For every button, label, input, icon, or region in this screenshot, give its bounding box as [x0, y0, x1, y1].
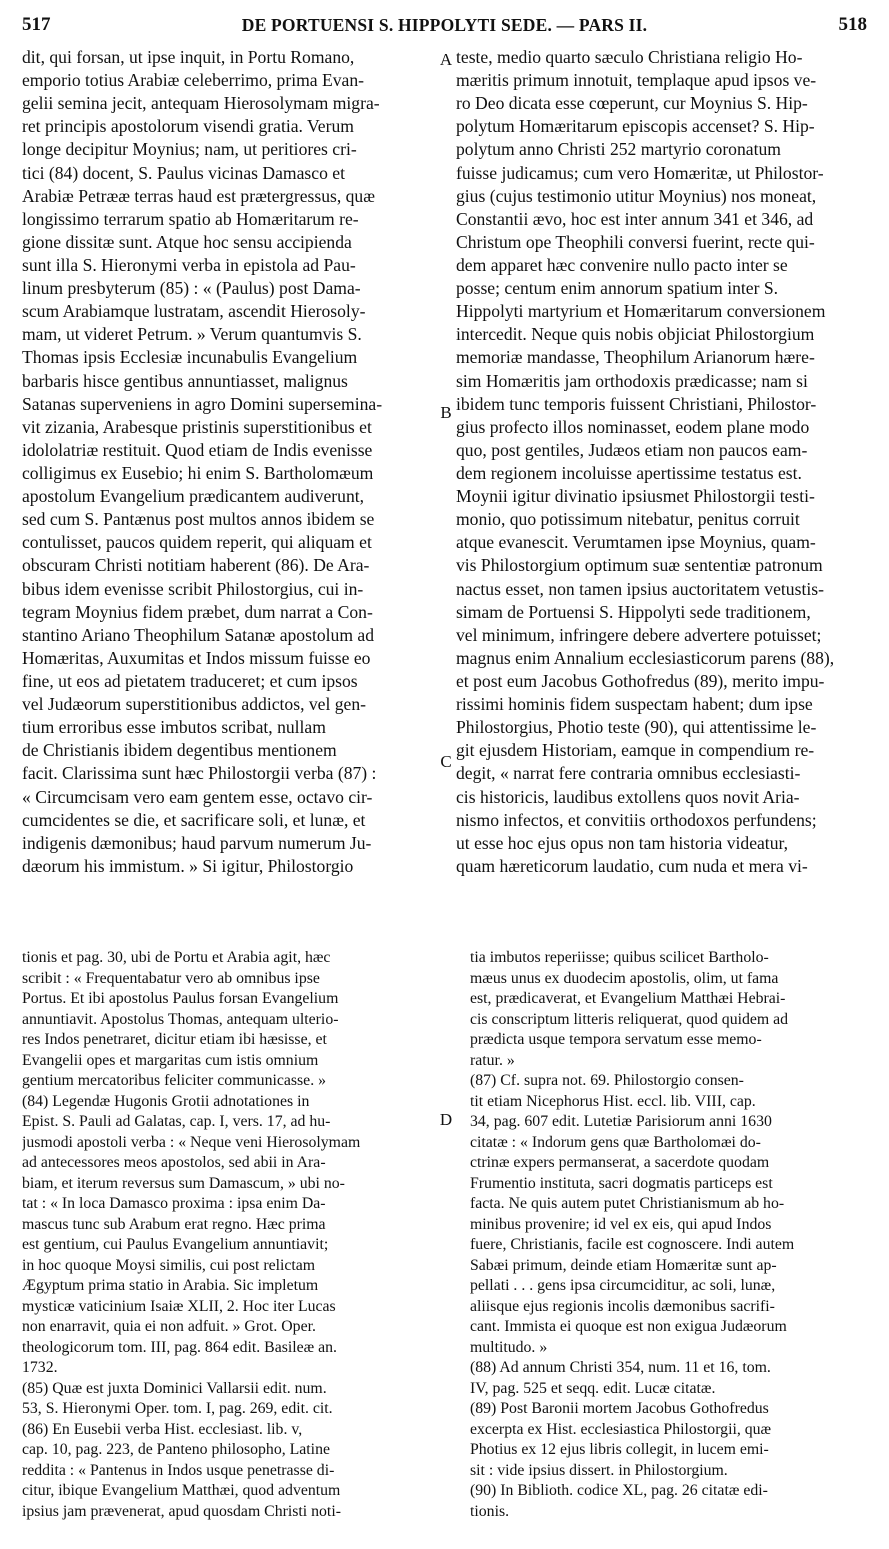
text-line: Christum ope Theophili conversi fuerint, recte qui- [456, 231, 815, 252]
margin-marker-c: C [440, 752, 452, 771]
text-line: linum presbyterum (85) : « (Paulus) post Dama- [22, 278, 361, 299]
text-line: dem regionem incoluisse apertissime testatus est. [456, 462, 802, 483]
text-line: magnus enim Annalium ecclesiasticorum parens (88), [456, 647, 835, 668]
footnote-line: scribit : « Frequentabatur vero ab omnibus ipse [22, 969, 320, 987]
footnote-line: mæus unus ex duodecim apostolis, olim, ut fama [470, 969, 779, 987]
text-line: gione dissitæ sunt. Atque hoc sensu accipienda [22, 231, 352, 252]
text-line: posse; centum enim annorum spatium inter S. [456, 278, 779, 299]
footnote-line: prædicta usque tempora servatum esse memo- [470, 1031, 762, 1049]
footnote-line: est, prædicaverat, et Evangelium Matthæi Hebrai- [470, 990, 786, 1008]
footnote-line: annuntiavit. Apostolus Thomas, antequam ulterio- [22, 1010, 339, 1028]
footnotes-left-column [22, 948, 434, 1522]
text-line: et post eum Jacobus Gothofredus (89), merito impu- [456, 670, 825, 691]
footnote-line: in hoc quoque Moysi similis, cui post relictam [22, 1256, 316, 1274]
text-line: vis Philostorgium optimum suæ sententiæ patronum [456, 555, 823, 576]
footnote-line: tionis. [470, 1502, 510, 1520]
text-line: Moynii igitur divinatio ipsiusmet Philostorgii testi- [456, 486, 815, 507]
text-line: degit, « narrat fere contraria omnibus ecclesiasti- [456, 763, 801, 784]
text-line: apostolum Evangelium prædicantem audiverunt, [22, 486, 365, 507]
footnote-line: (89) Post Baronii mortem Jacobus Gothofredus [470, 1400, 769, 1418]
text-line: emporio totius Arabiæ celeberrimo, prima Evan- [22, 70, 365, 91]
text-line: git ejusdem Historiam, eamque in compendium re- [456, 740, 815, 761]
text-line: stantino Ariano Theophilum Satanæ apostolum ad [22, 624, 375, 645]
text-line: longissimo terrarum spatio ab Homæritarum re- [22, 208, 359, 229]
text-line: scum Arabiamque lustratam, ascendit Hierosoly- [22, 301, 366, 322]
text-line: ibidem tunc temporis fuissent Christiani, Philostor- [456, 393, 817, 414]
footnote-line: facta. Ne quis autem putet Christianismum ab ho- [470, 1195, 785, 1213]
text-line: tegram Moynius fidem præbet, dum narrat a Con- [22, 601, 373, 622]
footnotes-right-column [470, 948, 868, 1522]
footnote-line: res Indos penetraret, dicitur etiam ibi hæsisse, et [22, 1031, 327, 1049]
footnote-line: (90) In Biblioth. codice XL, pag. 26 citatæ edi- [470, 1482, 768, 1500]
text-line: de Christianis ibidem degentibus mentionem [22, 740, 337, 761]
text-line: polytum anno Christi 252 martyrio coronatum [456, 139, 781, 160]
text-line: tium erroribus esse imbutos scribat, nullam [22, 717, 326, 738]
footnote-line: biam, et iterum reversus sum Damascum, » ubi no- [22, 1174, 345, 1192]
text-line: Philostorgius, Photio teste (90), qui attentissime le- [456, 717, 817, 738]
footnote-line: Sabæi primum, deinde etiam Homæritæ sunt ap- [470, 1256, 777, 1274]
text-line: mæritis primum innotuit, templaque apud ipsos ve- [456, 70, 817, 91]
text-line: monio, quo potissimum nitebatur, penitus corruit [456, 509, 800, 530]
text-line: teste, medio quarto sæculo Christiana religio Ho- [456, 47, 803, 67]
running-title: DE PORTUENSI S. HIPPOLYTI SEDE. — PARS II. [241, 15, 648, 35]
footnote-line: est gentium, cui Paulus Evangelium annuntiavit; [22, 1236, 329, 1254]
footnote-line: excerpta ex Hist. ecclesiastica Philostorgii, quæ [470, 1420, 772, 1438]
footnote-line: cant. Immista ei quoque est non exigua Judæorum [470, 1318, 787, 1336]
footnote-line: cap. 10, pag. 223, de Panteno philosopho, Latine [22, 1441, 330, 1459]
footnote-line: Photius ex 12 ejus libris collegit, in lucem emi- [470, 1441, 769, 1459]
text-line: bibus idem evenisse scribit Philostorgius, cui in- [22, 578, 364, 599]
page-number-right: 518 [838, 14, 867, 35]
footnote-line: (86) En Eusebii verba Hist. ecclesiast. lib. v, [22, 1420, 303, 1438]
text-line: vit zizania, Arabesque pristinis superstitionibus et [22, 416, 372, 437]
footnote-line: ctrinæ expers permanserat, a sacerdote quodam [470, 1154, 770, 1172]
footnote-line: tia imbutos reperiisse; quibus scilicet Bartholo- [470, 949, 769, 966]
text-line: dæorum his immistum. » Si igitur, Philostorgio [22, 855, 354, 876]
footnote-line: mascus tunc sub Arabum erat regno. Hæc prima [22, 1215, 326, 1233]
text-line: quam hæreticorum laudatio, cum nuda et mera vi- [456, 855, 808, 876]
text-line: nismo infectos, et convitiis orthodoxos perfundens; [456, 809, 817, 830]
text-line: sunt illa S. Hieronymi verba in epistola ad Pau- [22, 254, 356, 275]
text-line: rissimi hominis fidem suspectam habent; dum ipse [456, 694, 813, 715]
footnote-line: 53, S. Hieronymi Oper. tom. I, pag. 269, edit. cit. [22, 1400, 333, 1418]
text-line: colligimus ex Eusebio; hi enim S. Bartholomæum [22, 462, 374, 483]
footnote-line: (85) Quæ est juxta Dominici Vallarsii edit. num. [22, 1379, 327, 1397]
text-line: indigenis dæmonibus; haud parvum numerum Ju- [22, 832, 372, 853]
footnote-line: ipsius jam prævenerat, apud quosdam Christi noti- [22, 1502, 341, 1520]
text-line: Satanas superveniens in agro Domini supersemina- [22, 393, 383, 414]
margin-marker-d: D [439, 1110, 453, 1129]
text-line: Arabiæ Petrææ terras haud est prætergressus, quæ [22, 185, 375, 206]
text-line: gelii semina jecit, antequam Hierosolymam migra- [22, 93, 380, 114]
text-line: Hippolyti martyrium et Homæritarum conversionem [456, 301, 826, 322]
footnote-line: Epist. S. Pauli ad Galatas, cap. I, vers. 17, ad hu- [22, 1113, 331, 1131]
footnote-line: Evangelii opes et margaritas cum istis omnium [22, 1051, 319, 1069]
text-line: gius (cujus testimonio utitur Moynius) nos moneat, [456, 185, 817, 206]
footnote-line: (88) Ad annum Christi 354, num. 11 et 16, tom. [470, 1359, 771, 1377]
main-text-left-column [22, 46, 434, 878]
footnote-line: tionis et pag. 30, ubi de Portu et Arabia agit, hæc [22, 949, 331, 966]
running-header [22, 14, 867, 40]
text-line: dem apparet hæc convenire nullo pacto inter se [456, 254, 788, 275]
footnote-line: citatæ : « Indorum gens quæ Bartholomæi do- [470, 1133, 761, 1151]
footnote-line: pellati . . . gens ipsa circumciditur, ac soli, lunæ, [470, 1277, 776, 1295]
footnote-line: jusmodi apostoli verba : « Neque veni Hierosolymam [22, 1133, 361, 1151]
text-line: ut esse hoc ejus opus non tam historia videatur, [456, 832, 789, 853]
footnote-line: minibus provenire; id vel ex eis, qui apud Indos [470, 1215, 772, 1233]
footnote-line: IV, pag. 525 et seqq. edit. Lucæ citatæ. [470, 1379, 716, 1397]
text-line: atque evanescit. Verumtamen ipse Moynius, quam- [456, 532, 816, 553]
text-line: mam, ut videret Petrum. » Verum quantumvis S. [22, 324, 362, 345]
text-line: fuisse judicamus; cum vero Homæritæ, ut Philostor- [456, 162, 824, 183]
text-line: facit. Clarissima sunt hæc Philostorgii verba (87) : [22, 763, 377, 784]
text-line: contulisset, paucos quidem reperit, qui aliquam et [22, 532, 372, 553]
footnote-line: citur, ibique Evangelium Matthæi, quod adventum [22, 1482, 341, 1500]
text-line: simam de Portuensi S. Hippolyti sede traditionem, [456, 601, 811, 622]
text-line: gius profecto illos nominasset, eodem plane modo [456, 416, 810, 437]
footnote-line: Frumentio instituta, sacri dogmatis particeps est [470, 1174, 773, 1192]
text-line: Homæritas, Auxumitas et Indos missum fuisse eo [22, 647, 371, 668]
text-line: dit, qui forsan, ut ipse inquit, in Portu Romano, [22, 47, 355, 67]
text-line: barbaris hisce gentibus annuntiasset, malignus [22, 370, 348, 391]
footnote-line: 34, pag. 607 edit. Lutetiæ Parisiorum anni 1630 [470, 1113, 772, 1131]
footnote-line: (84) Legendæ Hugonis Grotii adnotationes in [22, 1092, 310, 1110]
footnote-line: Portus. Et ibi apostolus Paulus forsan Evangelium [22, 990, 339, 1008]
footnote-line: gentium mercatoribus feliciter communicasse. » [22, 1072, 326, 1090]
text-line: nactus esset, non tamen ipsius auctoritatem vetustis- [456, 578, 824, 599]
footnote-line: theologicorum tom. III, pag. 864 edit. Basileæ an. [22, 1338, 337, 1356]
text-line: fine, ut eos ad pietatem traduceret; et cum ipsos [22, 670, 358, 691]
text-line: Thomas ipsis Ecclesiæ incunabulis Evangelium [22, 347, 358, 368]
text-line: polytum Homæritarum episcopis accenset? S. Hip- [456, 116, 815, 137]
text-line: « Circumcisam vero eam gentem esse, octavo cir- [22, 786, 373, 807]
footnote-line: sit : vide ipsius dissert. in Philostorgium. [470, 1461, 728, 1479]
footnote-line: ad antecessores meos apostolos, sed abii in Ara- [22, 1154, 326, 1172]
text-line: ret principis apostolorum visendi gratia. Verum [22, 116, 354, 137]
text-line: longe decipitur Moynius; nam, ut peritiores cri- [22, 139, 357, 160]
footnote-line: ratur. » [470, 1051, 515, 1069]
footnote-line: tit etiam Nicephorus Hist. eccl. lib. VIII, cap. [470, 1092, 756, 1110]
footnote-line: Ægyptum prima statio in Arabia. Sic impletum [22, 1277, 319, 1295]
text-line: vel minimum, infringere debere advertere potuisset; [456, 624, 822, 645]
text-line: memoriæ mandasse, Theophilum Arianorum hære- [456, 347, 815, 368]
footnote-line: multitudo. » [470, 1338, 548, 1356]
text-line: Constantii ævo, hoc est inter annum 341 et 346, ad [456, 208, 814, 229]
text-line: cis historicis, laudibus extollens quos novit Aria- [456, 786, 800, 807]
text-line: obscuram Christi notitiam haberent (86). De Ara- [22, 555, 370, 576]
main-text-right-column [456, 46, 868, 878]
footnote-line: aliisque ejus regionis incolis dæmonibus sacrifi- [470, 1297, 775, 1315]
footnote-line: 1732. [22, 1359, 58, 1377]
footnote-line: reddita : « Pantenus in Indos usque penetrasse di- [22, 1461, 335, 1479]
footnote-line: cis conscriptum litteris reliquerat, quod quidem ad [470, 1010, 789, 1028]
page-number-left: 517 [22, 14, 51, 35]
margin-marker-a: A [439, 50, 453, 69]
footnote-line: tat : « In loca Damasco proxima : ipsa enim Da- [22, 1195, 326, 1213]
footnote-line: fuere, Christianis, facile est cognoscere. Indi autem [470, 1236, 795, 1254]
text-line: ro Deo dicata esse cœperunt, cur Moynius S. Hip- [456, 93, 808, 114]
text-line: sim Homæritis jam orthodoxis prædicasse; nam si [456, 370, 808, 391]
footnote-line: non enarravit, quia ei non adfuit. » Grot. Oper. [22, 1318, 316, 1336]
footnote-line: (87) Cf. supra not. 69. Philostorgio consen- [470, 1072, 744, 1090]
margin-marker-b: B [440, 403, 452, 422]
text-line: quo, post gentiles, Judæos etiam non paucos eam- [456, 439, 808, 460]
text-line: sed cum S. Pantænus post multos annos ibidem se [22, 509, 375, 530]
text-line: idololatriæ restituit. Quod etiam de Indis evenisse [22, 439, 373, 460]
text-line: cumcidentes se die, et sacrificare soli, et lunæ, et [22, 809, 366, 830]
text-line: vel Judæorum superstitionibus addictos, vel gen- [22, 694, 367, 715]
text-line: tici (84) docent, S. Paulus vicinas Damasco et [22, 162, 345, 183]
text-line: intercedit. Neque quis nobis objiciat Philostorgium [456, 324, 815, 345]
footnote-line: mysticæ vaticinium Isaiæ XLII, 2. Hoc iter Lucas [22, 1297, 336, 1315]
